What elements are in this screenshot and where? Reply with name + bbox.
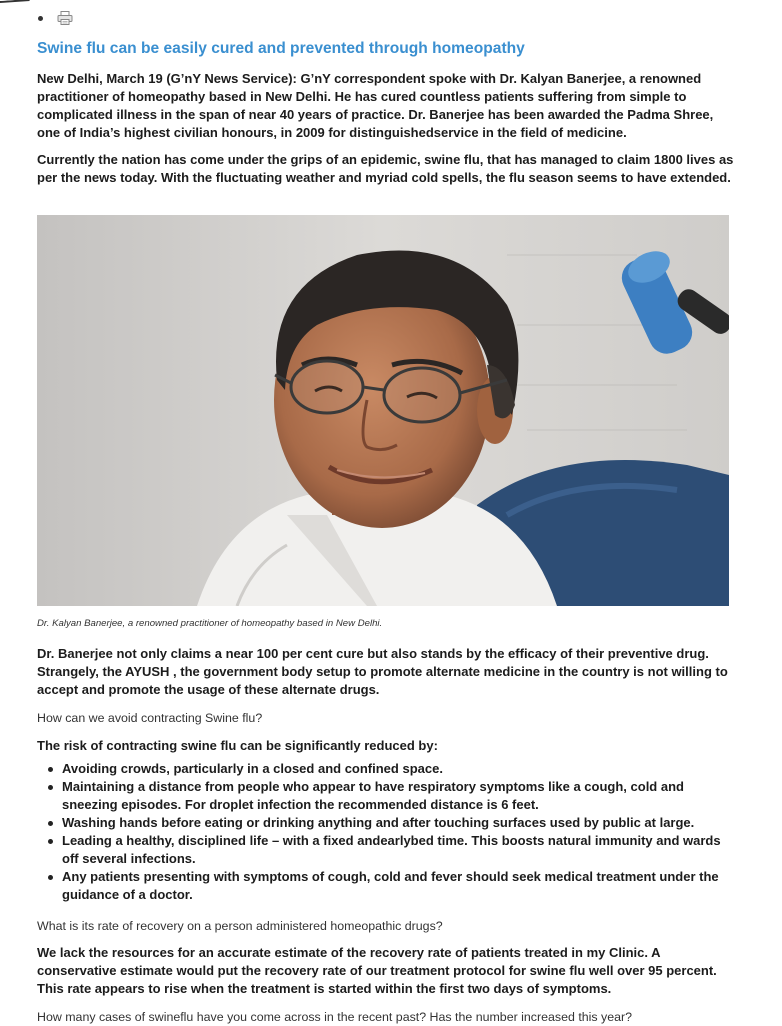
list-item: Any patients presenting with symptoms of cough, cold and fever should seek medical treatment under the guidance of a doctor. — [48, 868, 738, 904]
toolbar-bullet — [38, 16, 43, 21]
article-toolbar — [38, 11, 73, 25]
intro-paragraph: New Delhi, March 19 (G’nY News Service): G’nY correspondent spoke with Dr. Kalyan Banerjee, a renowned practitioner of homeopathy based in New Delhi. He has cured countless patients suffering from simple to complicated illness in the span of near 40 years of practice. Dr. Banerjee has been awarded the Padma Shree, one of India’s highest civilian honours, in 2009 for distinguishedservice in the field of medicine. — [37, 71, 714, 140]
efficacy-paragraph: Dr. Banerjee not only claims a near 100 per cent cure but also stands by the efficacy of their preventive drug. Strangely, the AYUSH , the government body setup to promote alternate medicine in the country is not willing to accept and promote the usage of these alternate drugs. — [37, 646, 728, 697]
prevention-list — [48, 760, 738, 904]
recovery-rate-answer: We lack the resources for an accurate estimate of the recovery rate of patients treated in my Clinic. A conservative estimate would put the recovery rate of our treatment protocol for swine flu well over 95 percent. This rate appears to rise when the treatment is started within the first two days of symptoms. — [37, 945, 717, 996]
list-item: Washing hands before eating or drinking anything and after touching surfaces used by public at large. — [48, 814, 738, 832]
question-recent-cases: How many cases of swineflu have you come across in the recent past? Has the number increased this year? — [37, 1010, 633, 1024]
print-icon[interactable] — [57, 11, 73, 25]
doctor-photo — [37, 215, 729, 606]
risk-reduction-lead: The risk of contracting swine flu can be significantly reduced by: — [37, 738, 438, 753]
question-avoid-swine-flu: How can we avoid contracting Swine flu? — [37, 711, 263, 725]
list-item: Avoiding crowds, particularly in a closed and confined space. — [48, 760, 738, 778]
photo-caption: Dr. Kalyan Banerjee, a renowned practitioner of homeopathy based in New Delhi. — [37, 618, 383, 629]
context-paragraph: Currently the nation has come under the grips of an epidemic, swine flu, that has managed to claim 1800 lives as per the news today. With the fluctuating weather and myriad cold spells, the flu season seems to have extended. — [37, 152, 734, 185]
question-recovery-rate: What is its rate of recovery on a person administered homeopathic drugs? — [37, 919, 443, 933]
list-item: Maintaining a distance from people who appear to have respiratory symptoms like a cough, cold and sneezing episodes. For droplet infection the recommended distance is 6 feet. — [48, 778, 738, 814]
article-title: Swine flu can be easily cured and prevented through homeopathy — [37, 40, 525, 57]
list-item: Leading a healthy, disciplined life – with a fixed andearlybed time. This boosts natural immunity and wards off several infections. — [48, 832, 738, 868]
scan-corner-mark — [0, 0, 30, 9]
